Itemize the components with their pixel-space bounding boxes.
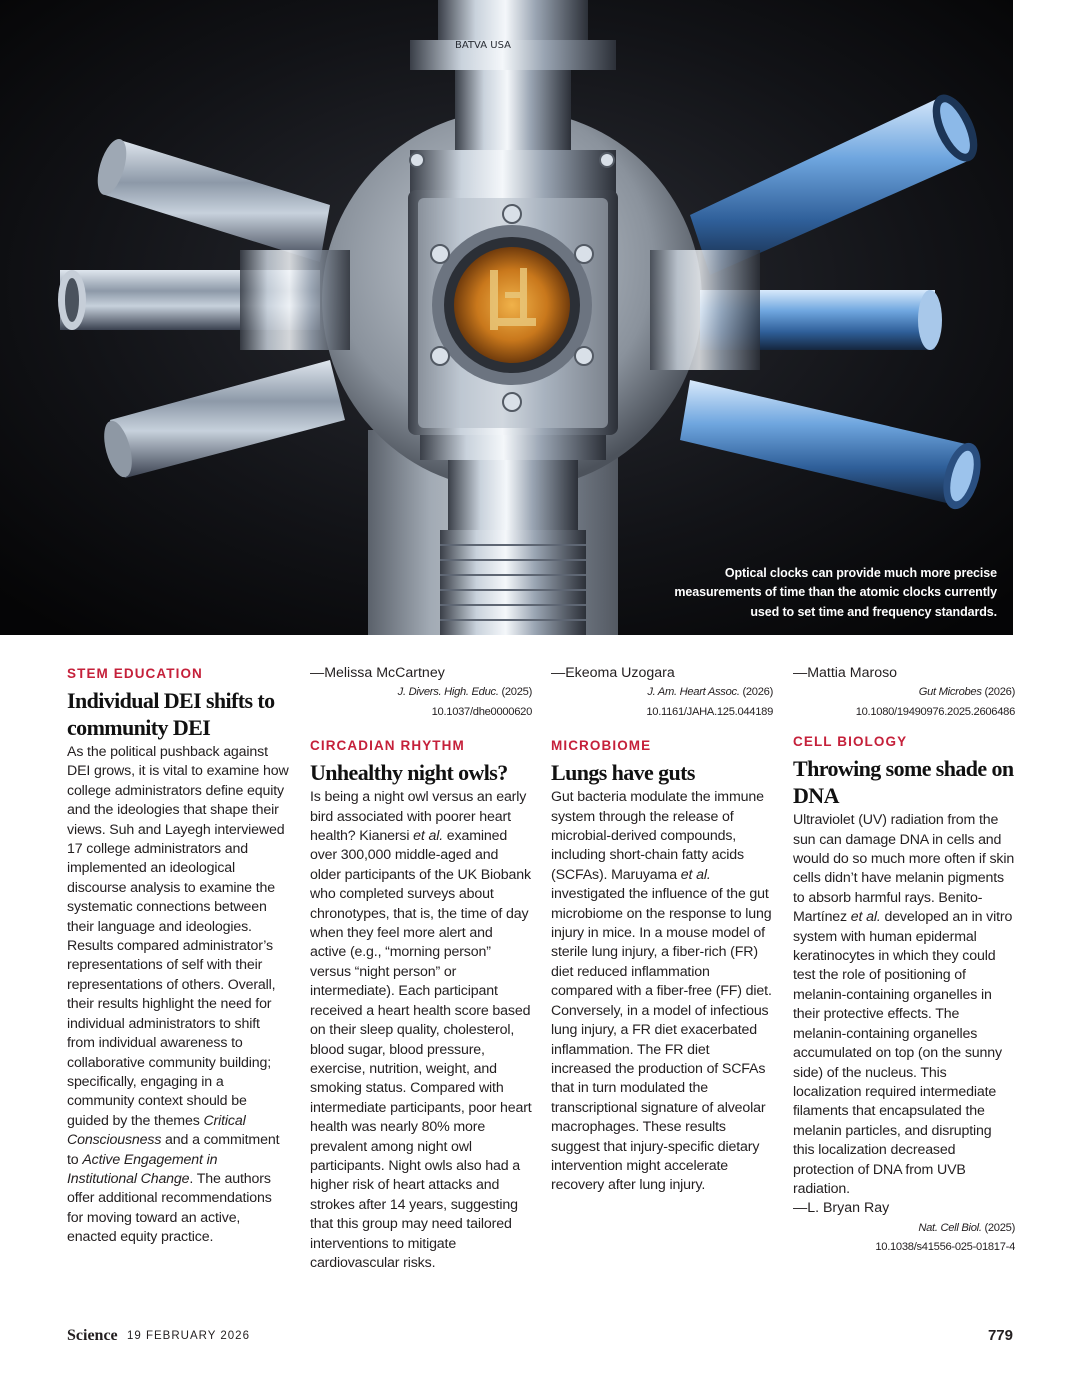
article-1-body-c: . The authors offer additional recommendations for moving toward an active, enacted equity practice.: [67, 1170, 272, 1246]
article-4-year: (2025): [984, 1221, 1015, 1234]
article-1-body-a: As the political pushback against DEI grows, it is vital to examine how college administrators define equity and the ideologies that shape their views. Suh and Layegh interviewed 17 college administrators and implemented an ideological discourse analysis to examine the systematic connections between their language and ideologies. Results compared administrator’s representations of self with their representations of others. Overall, their results highlight the need for individual administrators to shift from individual awareness to collaborative community building; specifically, engaging in a community context should be guided by the themes: [67, 744, 289, 1129]
article-4-reference: [793, 1219, 1015, 1238]
article-4-journal: Nat. Cell Biol.: [918, 1221, 982, 1234]
footer-journal-name: Science: [67, 1327, 118, 1344]
article-3-reference: [793, 683, 1015, 702]
article-3-year: (2026): [984, 686, 1015, 699]
article-4-kicker: CELL BIOLOGY: [793, 734, 908, 750]
article-4-author: —L. Bryan Ray: [793, 1200, 890, 1217]
article-1-doi: 10.1037/dhe0000620: [431, 705, 532, 718]
column-2: [310, 664, 532, 1273]
article-3-body-b: investigated the influence of the gut microbiome on the response to lung injury in mice. In a mouse model of sterile lung injury, a fiber-rich (FR) diet reduced inflammation compared with a fiber-free (FF) diet. Conversely, in a model of infectious lung injury, a FR diet exacerbated inflammation. The FR diet increased the production of SCFAs that in turn modulated the transcriptional signature of alveolar macrophages. These results suggest that injury-specific dietary intervention might accelerate recovery after lung injury.: [551, 886, 772, 1194]
article-2-doi: 10.1161/JAHA.125.044189: [646, 705, 773, 718]
article-1-emphasis-2: Active Engagement in Institutional Change: [67, 1151, 218, 1187]
article-4-body-b: developed an in vitro system with human epidermal keratinocytes in which they could test the role of positioning of melanin-containing organelles in their protective effects. The melanin-containing organelles accumulated on top (on the sunny side) of the nucleus. This localization required intermediate filaments that encapsulated the melanin particles, and disrupting this localization decreased protection of DNA from UVB radiation.: [793, 909, 1013, 1197]
article-1-kicker: STEM EDUCATION: [67, 666, 203, 681]
article-4-title: Throwing some shade on DNA: [793, 756, 1014, 809]
article-3-emphasis-1: et al.: [680, 866, 711, 883]
article-1-journal: J. Divers. High. Educ.: [397, 686, 499, 699]
article-1-reference: [310, 683, 532, 702]
article-3-body: [551, 788, 773, 1196]
article-1-emphasis-1: Critical Consciousness: [67, 1112, 246, 1149]
footer-date: 19 FEBRUARY 2026: [127, 1330, 250, 1342]
column-1: [67, 664, 289, 1248]
article-2-body-a: Is being a night owl versus an early bird associated with poorer heart health? Kianersi: [310, 789, 527, 845]
article-1-body: [67, 743, 289, 1248]
article-4-body: [793, 811, 1015, 1199]
article-2-kicker: CIRCADIAN RHYTHM: [310, 738, 465, 754]
article-3-body-a: Gut bacteria modulate the immune system through the release of microbial-derived compounds, including short-chain fatty acids (SCFAs). Maruyama: [551, 789, 764, 883]
article-4-doi: 10.1038/s41556-025-01817-4: [875, 1241, 1015, 1254]
page-footer: [67, 1327, 1013, 1349]
article-2-body: [310, 788, 532, 1273]
photo-caption: Optical clocks can provide much more precise measurements of time than the atomic clocks currently used to set time and frequency standards.: [674, 565, 997, 619]
article-1-body-b: and a commitment to: [67, 1132, 280, 1168]
article-1-title: Individual DEI shifts to community DEI: [67, 688, 275, 740]
article-3-doi: 10.1080/19490976.2025.2606486: [855, 705, 1015, 718]
article-2-author: —Ekeoma Uzogara: [551, 665, 675, 681]
article-4-emphasis-1: et al.: [850, 909, 881, 926]
article-3-author: —Mattia Maroso: [793, 665, 898, 681]
hero-photo: [0, 0, 1013, 635]
article-2-emphasis-1: et al.: [413, 828, 443, 845]
article-2-reference: [551, 683, 773, 702]
article-2-title: Unhealthy night owls?: [310, 760, 508, 786]
photo-label: BATVA USA: [455, 40, 511, 51]
column-3: [551, 664, 773, 1196]
article-1-year: (2025): [501, 686, 532, 699]
page-number: 779: [987, 1327, 1013, 1344]
article-2-journal: J. Am. Heart Assoc.: [647, 686, 740, 699]
article-4-body-a: Ultraviolet (UV) radiation from the sun can damage DNA in cells and would do so much more often if skin cells didn’t have melanin pigments to absorb harmful rays. Benito-Martínez: [793, 812, 1015, 926]
article-3-kicker: MICROBIOME: [551, 738, 652, 754]
article-2-year: (2026): [742, 686, 773, 699]
article-3-journal: Gut Microbes: [918, 686, 982, 699]
article-3-title: Lungs have guts: [551, 760, 695, 786]
article-1-author: —Melissa McCartney: [310, 665, 445, 681]
optical-clock-illustration: [0, 0, 1013, 635]
article-2-body-b: examined over 300,000 middle-aged and older participants of the UK Biobank who completed surveys about chronotypes, that is, the time of day when they feel more alert and active (e.g., “morning person” versus “night person” or intermediate). Each participant received a heart health score based on their sleep quality, cholesterol, blood sugar, blood pressure, exercise, nutrition, weight, and smoking status. Compared with intermediate participants, poor heart health was nearly 80% more prevalent among night owl participants. Night owls also had a higher risk of heart attacks and strokes after 14 years, suggesting that this group may need tailored interventions to mitigate cardiovascular risks.: [310, 828, 532, 1271]
column-4: [793, 664, 1015, 1258]
